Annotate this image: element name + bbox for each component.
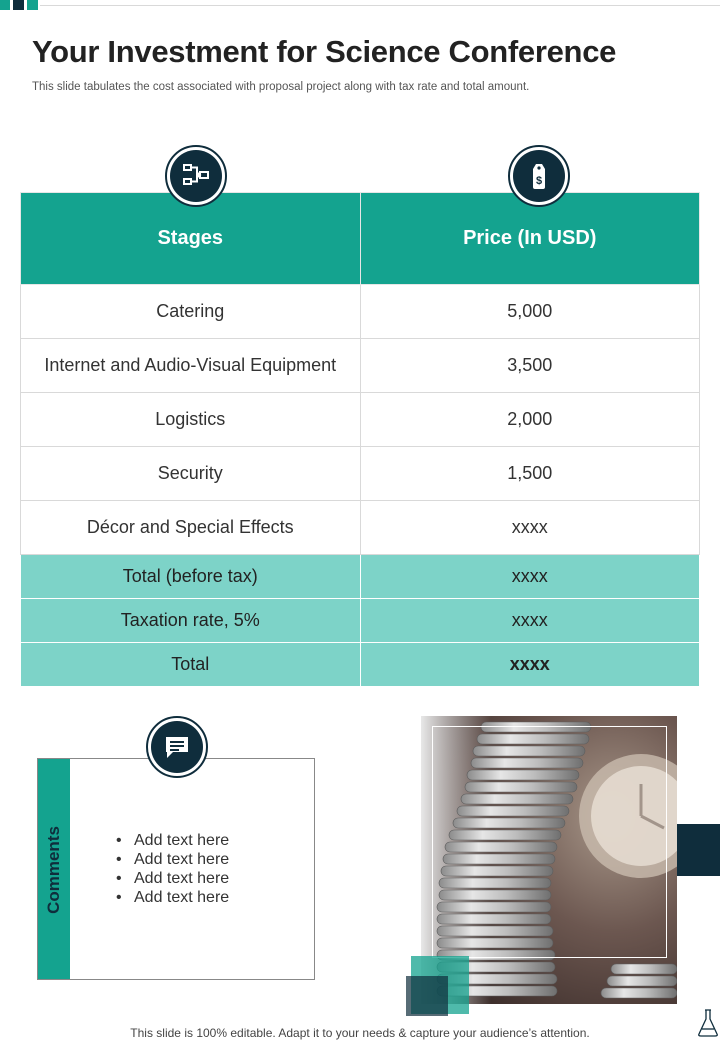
top-rule (40, 5, 720, 6)
summary-row (21, 599, 700, 643)
footer-text: This slide is 100% editable. Adapt it to your needs & capture your audience’s attention. (130, 1026, 590, 1040)
column-header-price: Price (In USD) (360, 193, 700, 285)
photo-frame (432, 726, 667, 958)
table-row (21, 285, 700, 339)
list-item: • Add text here (116, 850, 229, 869)
price-cell: 5,000 (360, 285, 700, 339)
price-cell: 2,000 (360, 393, 700, 447)
price-cell: 3,500 (360, 339, 700, 393)
stages-icon-badge (165, 145, 227, 207)
chat-bubble-icon (162, 732, 192, 762)
stage-cell: Internet and Audio-Visual Equipment (21, 339, 361, 393)
stage-cell: Security (21, 447, 361, 501)
total-label: Total (21, 643, 361, 687)
flask-icon (697, 1008, 719, 1038)
stage-cell: Décor and Special Effects (21, 501, 361, 555)
total-value: xxxx (360, 643, 700, 687)
stage-cell: Catering (21, 285, 361, 339)
summary-label: Total (before tax) (21, 555, 361, 599)
table-row (21, 393, 700, 447)
list-item: • Add text here (116, 869, 229, 888)
table-row (21, 501, 700, 555)
svg-text:$: $ (535, 175, 543, 187)
price-tag-icon (524, 160, 554, 192)
page-title: Your Investment for Science Conference (32, 34, 617, 69)
list-item: • Add text here (116, 888, 229, 907)
price-cell: 1,500 (360, 447, 700, 501)
summary-label: Taxation rate, 5% (21, 599, 361, 643)
column-header-stages: Stages (21, 193, 361, 285)
comments-icon-badge (146, 716, 208, 778)
list-item: • Add text here (116, 831, 229, 850)
side-decor-block (677, 824, 720, 876)
cost-table (20, 192, 700, 687)
stage-cell: Logistics (21, 393, 361, 447)
price-icon-badge (508, 145, 570, 207)
decor-square-navy (406, 976, 448, 1016)
summary-value: xxxx (360, 555, 700, 599)
page-subtitle: This slide tabulates the cost associated with proposal project along with tax rate and total amount. (32, 81, 530, 93)
comments-label: Comments (44, 826, 63, 914)
summary-value: xxxx (360, 599, 700, 643)
table-row (21, 339, 700, 393)
comments-band (38, 759, 70, 979)
flowchart-icon (181, 161, 211, 191)
summary-row (21, 555, 700, 599)
total-row (21, 643, 700, 687)
comments-box (37, 758, 315, 980)
price-cell: xxxx (360, 501, 700, 555)
table-row (21, 447, 700, 501)
comments-list (116, 831, 229, 907)
